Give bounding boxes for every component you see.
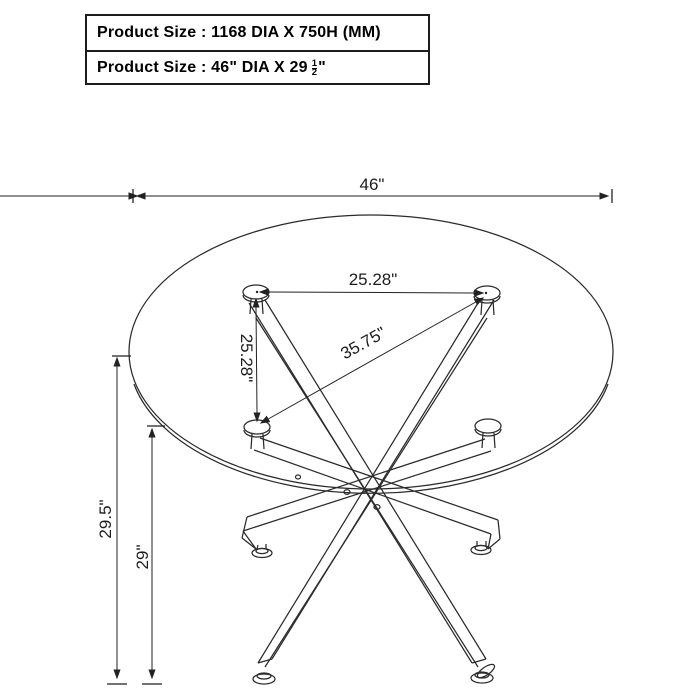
glass-top-edge <box>129 215 613 489</box>
product-size-row-mm <box>87 16 428 52</box>
dim-pad-diagonal <box>261 298 483 423</box>
product-size-box <box>85 14 430 85</box>
leg-pad-bottom-right <box>475 419 501 448</box>
label-underside-height: 29" <box>133 544 152 570</box>
dimension-lines <box>0 189 612 684</box>
label-top-diameter: 46" <box>359 175 385 194</box>
dim-pad-horizontal <box>256 291 487 294</box>
foot-glide-front-left <box>253 673 275 684</box>
product-size-row-inch <box>87 52 428 86</box>
leg-left <box>242 439 491 549</box>
foot-glide-left <box>252 544 272 558</box>
product-size-mm-label: Product Size : 1168 DIA X 750H (MM) <box>97 23 381 41</box>
label-pad-diagonal: 35.75" <box>337 323 390 364</box>
leg-pad-bottom-left <box>244 420 270 449</box>
foot-glide-front-right <box>471 662 496 683</box>
label-pad-horizontal: 25.28" <box>348 270 398 289</box>
product-size-inch-label: Product Size : 46" DIA X 29 <box>97 59 308 77</box>
dim-top-diameter <box>0 189 612 203</box>
leg-right <box>254 438 500 549</box>
label-overall-height: 29.5" <box>96 499 115 539</box>
label-pad-vertical: 25.28" <box>237 333 256 383</box>
inch-mark: " <box>318 59 326 77</box>
half-fraction: $\frac{1}{2}$ <box>311 57 318 78</box>
